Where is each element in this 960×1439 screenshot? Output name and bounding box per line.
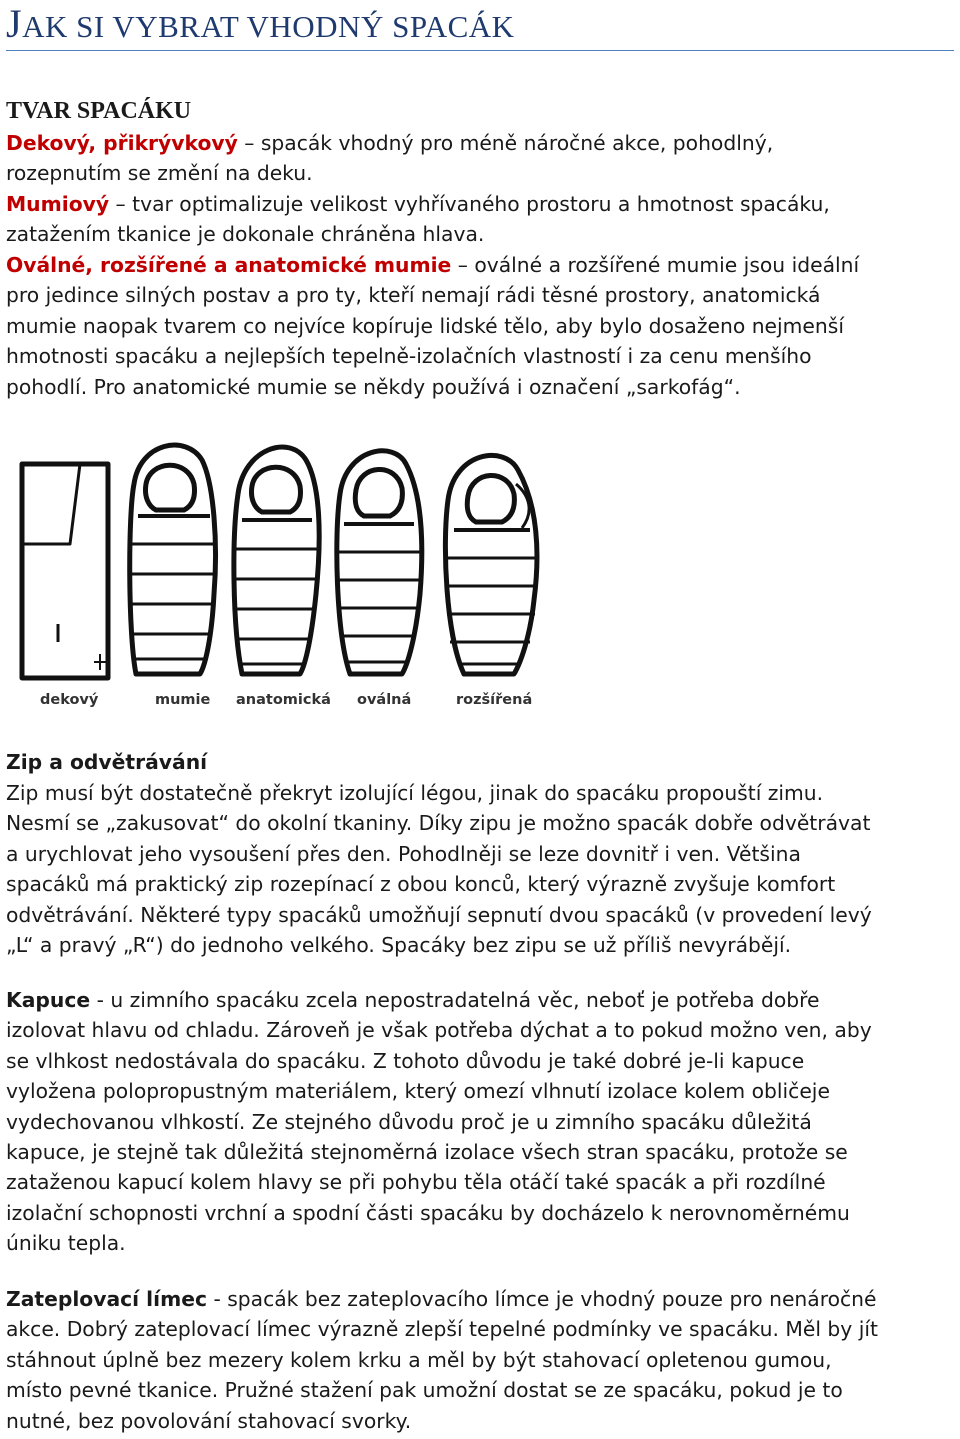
paragraph-line: úniku tepla. [6, 1231, 126, 1256]
extended-bag-drawing [445, 455, 537, 674]
paragraph-line: izolovat hlavu od chladu. Zároveň je však potřeba dýchat a to pokud možno ven, aby [6, 1018, 872, 1043]
paragraph-line: a urychlovat jeho vysoušení přes den. Pohodlněji se leze dovnitř i ven. Většina [6, 841, 801, 866]
caption-rozsirena: rozšířená [456, 692, 533, 708]
paragraph-line: „L“ a pravý „R“) do jednoho velkého. Spacáky bez zipu se už příliš nevyrábějí. [6, 933, 792, 958]
paragraph-line: zataženou kapucí kolem hlavy se při pohybu těla otáčí také spacák a při rozdílné [6, 1170, 826, 1195]
blanket-bag-drawing [22, 464, 108, 678]
paragraph-line [6, 128, 956, 158]
title-underline [6, 50, 954, 51]
paragraph-line: se vlhkost nedostávala do spacáku. Z tohoto důvodu je také dobré je-li kapuce [6, 1048, 805, 1073]
paragraph-line: pohodlí. Pro anatomické mumie se někdy používá i označení „sarkofág“. [6, 374, 741, 399]
paragraph-line: hmotnosti spacáku a nejlepších tepelně-izolačních vlastností i za cenu menšího [6, 344, 812, 369]
term-ovalne: Oválné, rozšířené a anatomické mumie [6, 253, 452, 277]
text-span: - u zimního spacáku zcela nepostradatelná věc, neboť je potřeba dobře [90, 988, 820, 1012]
paragraph-line: Zip musí být dostatečně překryt izolující légou, jinak do spacáku propouští zimu. [6, 781, 824, 805]
anatomic-bag-drawing [234, 447, 319, 674]
paragraph-line: izolační schopnosti vrchní a spodní části spacáku by docházelo k nerovnoměrnému [6, 1200, 850, 1225]
term-limec: Zateplovací límec [6, 1287, 208, 1311]
caption-ovalna: oválná [357, 692, 412, 708]
paragraph-line: spacáků má praktický zip rozepínací z obou konců, který výrazně zvyšuje komfort [6, 872, 836, 897]
paragraph-mumiovy [6, 189, 956, 250]
sleeping-bag-shapes-figure [10, 424, 550, 724]
section-heading-zip: Zip a odvětrávání [6, 750, 208, 774]
caption-anatomicka: anatomická [236, 692, 331, 708]
term-dekovy: Dekový, přikrývkový [6, 131, 238, 155]
mummy-bag-drawing [130, 445, 216, 674]
paragraph-kapuce [6, 985, 956, 1259]
paragraph-line: stáhnout úplně bez mezery kolem krku a měl by být stahovací opletenou gumou, [6, 1347, 832, 1372]
paragraph-ovalne [6, 250, 956, 402]
paragraph-line: zatažením tkanice je dokonale chráněna hlava. [6, 222, 485, 247]
oval-bag-drawing [337, 451, 422, 674]
paragraph-line: pro jedince silných postav a pro ty, kteří nemají rádi těsné prostory, anatomická [6, 283, 821, 308]
text-span: – tvar optimalizuje velikost vyhřívaného prostoru a hmotnost spacáku, [109, 192, 830, 216]
title-rest: AK SI VYBRAT VHODNÝ SPACÁK [22, 9, 515, 44]
text-span: - spacák bez zateplovacího límce je vhodný pouze pro nenáročné [207, 1287, 877, 1311]
paragraph-line: místo pevné tkanice. Pružné stažení pak umožní dostat se ze spacáku, pokud je to [6, 1378, 843, 1403]
page-title [6, 2, 515, 49]
paragraph-line: nutné, bez povolování stahovací svorky. [6, 1408, 412, 1433]
caption-dekovy: dekový [40, 692, 99, 708]
paragraph-line: akce. Dobrý zateplovací límec výrazně zlepší tepelné podmínky ve spacáku. Měl by jít [6, 1317, 878, 1342]
text-span: – spacák vhodný pro méně náročné akce, pohodlný, [237, 131, 774, 155]
sleeping-bag-illustration [10, 424, 550, 694]
title-initial: J [6, 1, 23, 46]
section-heading-tvar: TVAR SPACÁKU [6, 98, 192, 124]
paragraph-line: vyložena polopropustným materiálem, který omezí vlhnutí izolace kolem obličeje [6, 1079, 830, 1104]
paragraph-line: rozepnutím se změní na deku. [6, 161, 313, 186]
paragraph-limec [6, 1284, 956, 1436]
paragraph-line [6, 1284, 956, 1314]
paragraph-line: mumie naopak tvarem co nejvíce kopíruje lidské tělo, aby bylo dosaženo nejmenší [6, 313, 844, 338]
paragraph-line: vydechovanou vlhkostí. Ze stejného důvodu proč je u zimního spacáku důležitá [6, 1109, 812, 1134]
paragraph-zip [6, 778, 956, 960]
caption-mumie: mumie [155, 692, 211, 708]
paragraph-line [6, 250, 956, 280]
text-span: – oválné a rozšířené mumie jsou ideální [451, 253, 860, 277]
paragraph-line [6, 985, 956, 1015]
paragraph-dekovy [6, 128, 956, 189]
paragraph-line: kapuce, je stejně tak důležitá stejnoměrná izolace všech stran spacáku, protože se [6, 1140, 848, 1165]
paragraph-line: Nesmí se „zakusovat“ do okolní tkaniny. Díky zipu je možno spacák dobře odvětrávat [6, 811, 871, 836]
paragraph-line: odvětrávání. Některé typy spacáků umožňují sepnutí dvou spacáků (v provedení levý [6, 902, 872, 927]
term-mumiovy: Mumiový [6, 192, 110, 216]
term-kapuce: Kapuce [6, 988, 91, 1012]
paragraph-line [6, 189, 956, 219]
